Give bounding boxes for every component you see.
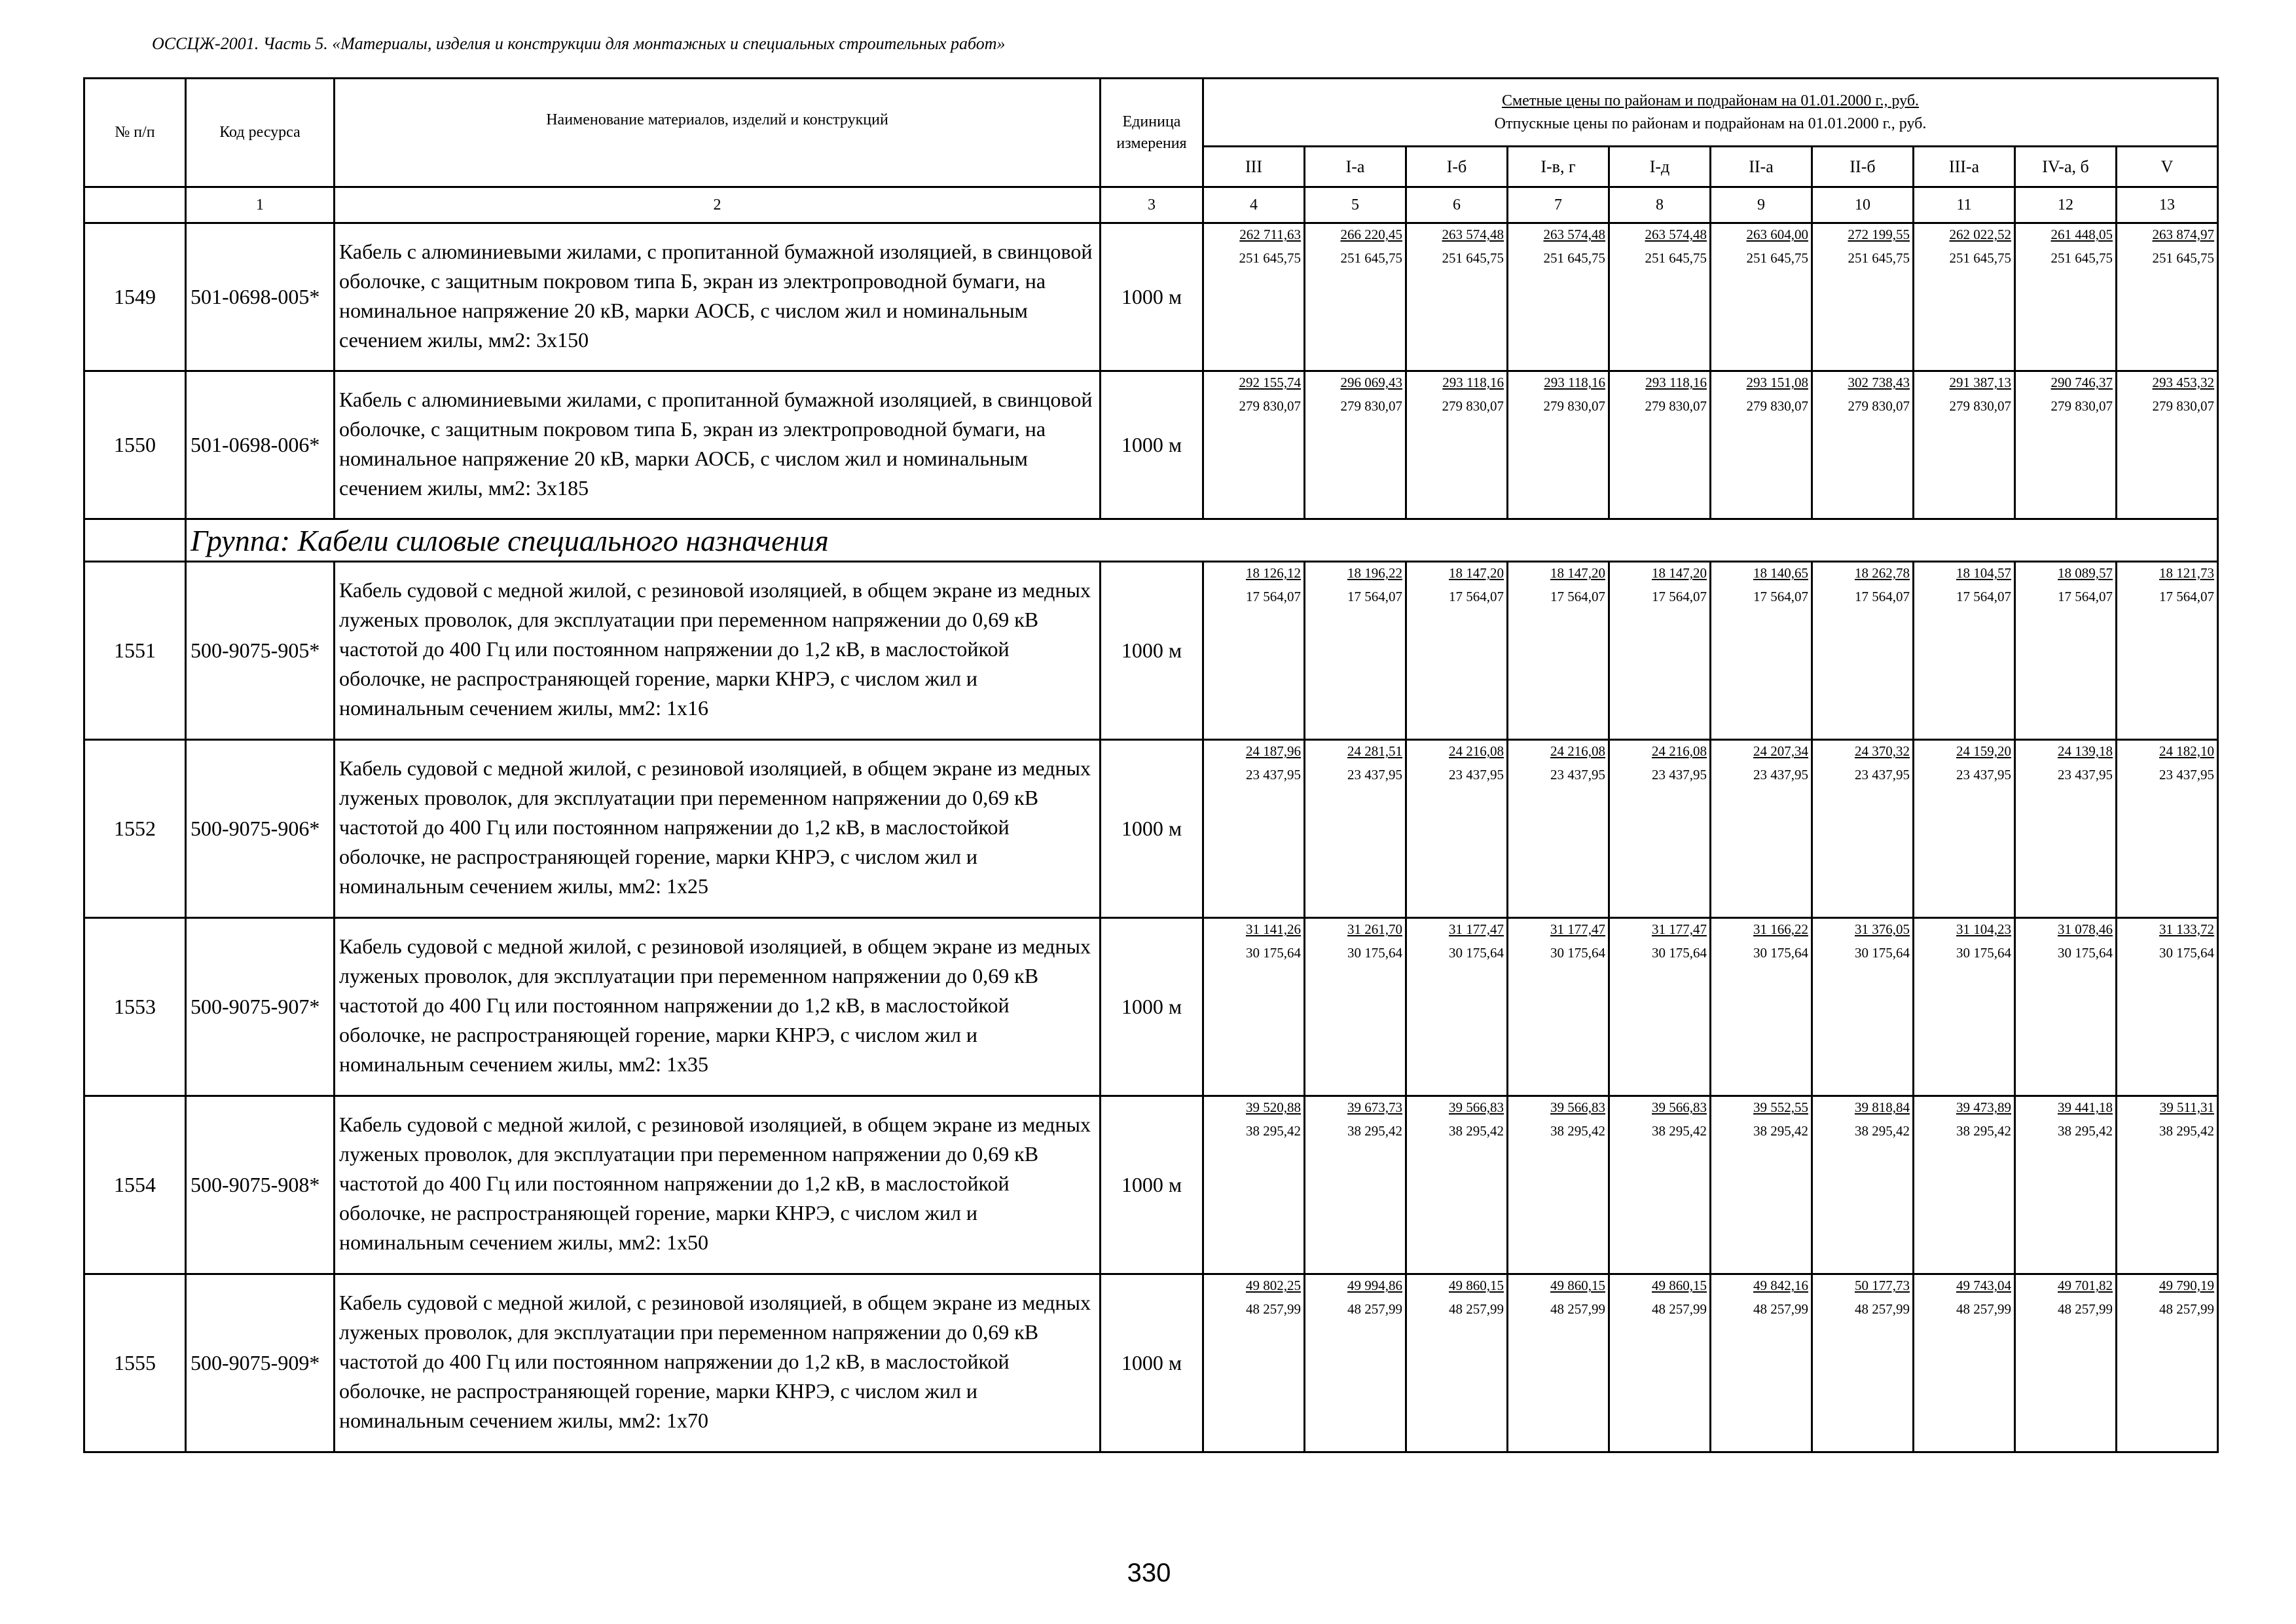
header-prices [1203,79,2218,147]
estimate-price: 49 743,04 [1956,1278,2011,1293]
column-number: 2 [335,187,1101,223]
column-number-blank [84,187,186,223]
region-header: II-б [1812,147,1914,187]
estimate-price: 49 842,16 [1753,1278,1808,1293]
release-price: 251 645,75 [2050,250,2113,266]
release-price: 251 645,75 [1746,250,1808,266]
release-price: 17 564,07 [1550,589,1605,604]
release-price: 251 645,75 [1645,250,1707,266]
row-number: 1552 [84,740,186,918]
document-header-title: ОССЦЖ-2001. Часть 5. «Материалы, изделия и конструкции для монтажных и специальных строительных работ» [152,34,1006,53]
price-cell [1508,223,1609,371]
region-header: III [1203,147,1305,187]
region-header: I-в, г [1508,147,1609,187]
estimate-price: 24 187,96 [1246,743,1301,759]
estimate-price: 293 453,32 [2152,375,2215,390]
release-price: 17 564,07 [1753,589,1808,604]
price-cell [2015,223,2117,371]
release-price: 48 257,99 [1753,1301,1808,1317]
row-number: 1550 [84,371,186,519]
resource-code: 500-9075-908* [186,1096,335,1274]
release-price: 23 437,95 [1347,767,1402,783]
estimate-price: 31 133,72 [2159,921,2215,937]
estimate-price: 266 220,45 [1340,227,1402,242]
release-price: 38 295,42 [2159,1123,2215,1139]
release-price: 279 830,07 [1239,398,1301,414]
price-cell [1711,223,1812,371]
resource-code: 500-9075-906* [186,740,335,918]
header-release-prices: Отпускные цены по районам и подрайонам на 01.01.2000 г., руб. [1494,115,1927,132]
price-cell [1406,1274,1508,1452]
group-row [84,519,2218,562]
column-number: 1 [186,187,335,223]
price-cell [2117,223,2218,371]
release-price: 279 830,07 [1442,398,1504,414]
release-price: 17 564,07 [1246,589,1301,604]
price-cell [1711,918,1812,1096]
column-number: 13 [2117,187,2218,223]
estimate-price: 24 139,18 [2058,743,2113,759]
price-cell [2117,740,2218,918]
price-cell [1305,740,1406,918]
estimate-price: 24 281,51 [1347,743,1402,759]
estimate-price: 18 196,22 [1347,565,1402,581]
estimate-price: 18 147,20 [1449,565,1504,581]
estimate-price: 292 155,74 [1239,375,1301,390]
release-price: 279 830,07 [2152,398,2215,414]
release-price: 48 257,99 [2058,1301,2113,1317]
release-price: 251 645,75 [1442,250,1504,266]
release-price: 38 295,42 [1347,1123,1402,1139]
column-number: 9 [1711,187,1812,223]
region-header: I-а [1305,147,1406,187]
price-cell [1406,223,1508,371]
estimate-price: 262 022,52 [1949,227,2011,242]
estimate-price: 31 166,22 [1753,921,1808,937]
estimate-price: 39 552,55 [1753,1099,1808,1115]
release-price: 30 175,64 [1449,945,1504,961]
price-cell [1305,223,1406,371]
estimate-price: 263 574,48 [1442,227,1504,242]
price-cell [1406,1096,1508,1274]
estimate-price: 263 604,00 [1746,227,1808,242]
estimate-price: 24 216,08 [1550,743,1605,759]
estimate-price: 18 140,65 [1753,565,1808,581]
item-description: Кабель судовой с медной жилой, с резиновой изоляцией, в общем экране из медных луженых проволок, для эксплуатации при переменном напряжении до 0,69 кВ частотой до 400 Гц или постоянном напряжении до 1,2 кВ, в маслостойкой оболочке, не распространяющей горение, марки КНРЭ, с числом жил и номинальным сечением жилы, мм2: 1х70 [335,1274,1101,1452]
price-cell [1812,223,1914,371]
region-header: V [2117,147,2218,187]
release-price: 30 175,64 [1246,945,1301,961]
estimate-price: 18 126,12 [1246,565,1301,581]
price-cell [1812,1274,1914,1452]
release-price: 279 830,07 [1645,398,1707,414]
price-cell [1406,371,1508,519]
estimate-price: 290 746,37 [2050,375,2113,390]
release-price: 17 564,07 [2058,589,2113,604]
unit-of-measure: 1000 м [1101,740,1203,918]
estimate-price: 31 261,70 [1347,921,1402,937]
price-cell [1914,371,2015,519]
release-price: 38 295,42 [1855,1123,1910,1139]
price-cell [2015,371,2117,519]
price-cell [2117,1274,2218,1452]
estimate-price: 31 177,47 [1449,921,1504,937]
group-title: Группа: Кабели силовые специального назначения [186,519,2218,562]
estimate-price: 31 078,46 [2058,921,2113,937]
header-code: Код ресурса [186,79,335,187]
column-number: 12 [2015,187,2117,223]
price-cell [1203,740,1305,918]
row-number: 1553 [84,918,186,1096]
table-row [84,223,2218,371]
release-price: 30 175,64 [2159,945,2215,961]
estimate-price: 31 104,23 [1956,921,2011,937]
column-number: 11 [1914,187,2015,223]
region-header: III-а [1914,147,2015,187]
price-cell [1508,371,1609,519]
row-number: 1555 [84,1274,186,1452]
release-price: 30 175,64 [1550,945,1605,961]
region-header: IV-а, б [2015,147,2117,187]
price-cell [2015,1096,2117,1274]
price-cell [1609,740,1711,918]
estimate-price: 293 118,16 [1442,375,1504,390]
estimate-price: 50 177,73 [1855,1278,1910,1293]
estimate-price: 31 177,47 [1652,921,1707,937]
price-cell [2117,371,2218,519]
release-price: 23 437,95 [2159,767,2215,783]
release-price: 279 830,07 [2050,398,2113,414]
unit-of-measure: 1000 м [1101,371,1203,519]
estimate-price: 39 566,83 [1449,1099,1504,1115]
estimate-price: 39 673,73 [1347,1099,1402,1115]
estimate-price: 293 118,16 [1645,375,1707,390]
region-header: II-а [1711,147,1812,187]
price-cell [1711,371,1812,519]
release-price: 279 830,07 [1848,398,1910,414]
estimate-price: 18 147,20 [1550,565,1605,581]
release-price: 23 437,95 [1753,767,1808,783]
release-price: 48 257,99 [1652,1301,1707,1317]
release-price: 38 295,42 [1449,1123,1504,1139]
release-price: 279 830,07 [1543,398,1605,414]
price-cell [1914,1096,2015,1274]
price-cell [1305,1096,1406,1274]
estimate-price: 18 089,57 [2058,565,2113,581]
price-cell [1812,1096,1914,1274]
resource-code: 500-9075-905* [186,562,335,740]
header-unit: Единица измерения [1101,79,1203,187]
release-price: 23 437,95 [1855,767,1910,783]
release-price: 17 564,07 [1652,589,1707,604]
estimate-price: 293 118,16 [1544,375,1605,390]
estimate-price: 49 701,82 [2058,1278,2113,1293]
price-cell [1406,562,1508,740]
release-price: 30 175,64 [1956,945,2011,961]
column-number: 6 [1406,187,1508,223]
estimate-price: 263 874,97 [2152,227,2215,242]
table-row [84,562,2218,740]
resource-code: 500-9075-907* [186,918,335,1096]
price-cell [1203,918,1305,1096]
price-cell [1812,371,1914,519]
price-cell [1406,918,1508,1096]
price-cell [1508,562,1609,740]
unit-of-measure: 1000 м [1101,1274,1203,1452]
estimate-price: 49 790,19 [2159,1278,2215,1293]
release-price: 23 437,95 [1652,767,1707,783]
release-price: 30 175,64 [1855,945,1910,961]
price-cell [1609,918,1711,1096]
item-description: Кабель с алюминиевыми жилами, с пропитанной бумажной изоляцией, в свинцовой оболочке, с защитным покровом типа Б, экран из электропроводной бумаги, на номинальное напряжение 20 кВ, марки АОСБ, с числом жил и номинальным сечением жилы, мм2: 3х150 [335,223,1101,371]
price-cell [1609,1096,1711,1274]
price-cell [1609,371,1711,519]
column-number: 4 [1203,187,1305,223]
estimate-price: 18 262,78 [1855,565,1910,581]
estimate-price: 31 376,05 [1855,921,1910,937]
estimate-price: 31 177,47 [1550,921,1605,937]
release-price: 48 257,99 [1550,1301,1605,1317]
estimate-price: 296 069,43 [1340,375,1402,390]
unit-of-measure: 1000 м [1101,562,1203,740]
price-cell [1812,562,1914,740]
estimate-price: 39 473,89 [1956,1099,2011,1115]
release-price: 38 295,42 [1956,1123,2011,1139]
resource-code: 500-9075-909* [186,1274,335,1452]
price-cell [1305,562,1406,740]
estimate-price: 49 802,25 [1246,1278,1301,1293]
price-cell [1305,1274,1406,1452]
release-price: 48 257,99 [1347,1301,1402,1317]
release-price: 17 564,07 [1449,589,1504,604]
table-row [84,1274,2218,1452]
price-cell [1508,918,1609,1096]
price-cell [1406,740,1508,918]
estimate-price: 49 860,15 [1550,1278,1605,1293]
unit-of-measure: 1000 м [1101,918,1203,1096]
price-cell [1203,1096,1305,1274]
release-price: 17 564,07 [1956,589,2011,604]
release-price: 30 175,64 [1347,945,1402,961]
price-cell [1508,740,1609,918]
price-cell [1914,562,2015,740]
price-cell [1812,740,1914,918]
estimate-price: 24 159,20 [1956,743,2011,759]
price-cell [2015,1274,2117,1452]
price-cell [2117,1096,2218,1274]
column-number: 10 [1812,187,1914,223]
release-price: 30 175,64 [1753,945,1808,961]
release-price: 23 437,95 [2058,767,2113,783]
price-cell [1711,1274,1812,1452]
item-description: Кабель судовой с медной жилой, с резиновой изоляцией, в общем экране из медных луженых проволок, для эксплуатации при переменном напряжении до 0,69 кВ частотой до 400 Гц или постоянном напряжении до 1,2 кВ, в маслостойкой оболочке, не распространяющей горение, марки КНРЭ, с числом жил и номинальным сечением жилы, мм2: 1х16 [335,562,1101,740]
release-price: 38 295,42 [1246,1123,1301,1139]
item-description: Кабель судовой с медной жилой, с резиновой изоляцией, в общем экране из медных луженых проволок, для эксплуатации при переменном напряжении до 0,69 кВ частотой до 400 Гц или постоянном напряжении до 1,2 кВ, в маслостойкой оболочке, не распространяющей горение, марки КНРЭ, с числом жил и номинальным сечением жилы, мм2: 1х25 [335,740,1101,918]
estimate-price: 49 860,15 [1449,1278,1504,1293]
estimate-price: 49 994,86 [1347,1278,1402,1293]
release-price: 279 830,07 [1340,398,1402,414]
estimate-price: 31 141,26 [1246,921,1301,937]
estimate-price: 39 511,31 [2159,1099,2215,1115]
price-cell [1508,1096,1609,1274]
release-price: 48 257,99 [1855,1301,1910,1317]
column-number: 7 [1508,187,1609,223]
table-row [84,1096,2218,1274]
release-price: 279 830,07 [1949,398,2011,414]
price-cell [1914,1274,2015,1452]
price-cell [1203,1274,1305,1452]
price-cell [1203,223,1305,371]
estimate-price: 261 448,05 [2050,227,2113,242]
estimate-price: 18 121,73 [2159,565,2215,581]
price-cell [1609,223,1711,371]
release-price: 38 295,42 [1550,1123,1605,1139]
header-name: Наименование материалов, изделий и конструкций [335,79,1101,187]
estimate-price: 39 441,18 [2058,1099,2113,1115]
region-header: I-д [1609,147,1711,187]
release-price: 251 645,75 [2152,250,2215,266]
price-cell [1508,1274,1609,1452]
release-price: 17 564,07 [2159,589,2215,604]
price-cell [1305,371,1406,519]
release-price: 23 437,95 [1246,767,1301,783]
price-cell [2117,918,2218,1096]
release-price: 30 175,64 [1652,945,1707,961]
price-cell [1711,740,1812,918]
release-price: 17 564,07 [1347,589,1402,604]
price-cell [2015,562,2117,740]
price-cell [1305,918,1406,1096]
page-number: 330 [1127,1559,1171,1587]
item-description: Кабель судовой с медной жилой, с резиновой изоляцией, в общем экране из медных луженых проволок, для эксплуатации при переменном напряжении до 0,69 кВ частотой до 400 Гц или постоянном напряжении до 1,2 кВ, в маслостойкой оболочке, не распространяющей горение, марки КНРЭ, с числом жил и номинальным сечением жилы, мм2: 1х35 [335,918,1101,1096]
release-price: 23 437,95 [1956,767,2011,783]
price-cell [1711,1096,1812,1274]
column-number: 5 [1305,187,1406,223]
estimate-price: 263 574,48 [1645,227,1707,242]
price-cell [1812,918,1914,1096]
row-number: 1549 [84,223,186,371]
estimate-price: 39 520,88 [1246,1099,1301,1115]
table-row [84,918,2218,1096]
price-cell [1914,740,2015,918]
column-number: 8 [1609,187,1711,223]
estimate-price: 263 574,48 [1543,227,1605,242]
estimate-price: 18 104,57 [1956,565,2011,581]
price-cell [1914,223,2015,371]
row-number: 1551 [84,562,186,740]
column-number: 3 [1101,187,1203,223]
release-price: 251 645,75 [1340,250,1402,266]
release-price: 251 645,75 [1949,250,2011,266]
release-price: 48 257,99 [1956,1301,2011,1317]
release-price: 48 257,99 [2159,1301,2215,1317]
row-number: 1554 [84,1096,186,1274]
release-price: 251 645,75 [1848,250,1910,266]
estimate-price: 49 860,15 [1652,1278,1707,1293]
resource-code: 501-0698-006* [186,371,335,519]
estimate-price: 291 387,13 [1949,375,2011,390]
estimate-price: 24 370,32 [1855,743,1910,759]
release-price: 251 645,75 [1239,250,1301,266]
estimate-price: 293 151,08 [1746,375,1808,390]
unit-of-measure: 1000 м [1101,223,1203,371]
estimate-price: 18 147,20 [1652,565,1707,581]
header-num: № п/п [84,79,186,187]
release-price: 251 645,75 [1543,250,1605,266]
price-cell [1609,1274,1711,1452]
release-price: 38 295,42 [1652,1123,1707,1139]
estimate-price: 24 207,34 [1753,743,1808,759]
estimate-price: 24 216,08 [1449,743,1504,759]
table-row [84,371,2218,519]
region-header: I-б [1406,147,1508,187]
release-price: 30 175,64 [2058,945,2113,961]
estimate-price: 24 216,08 [1652,743,1707,759]
estimate-price: 24 182,10 [2159,743,2215,759]
estimate-price: 302 738,43 [1848,375,1910,390]
estimate-price: 39 566,83 [1550,1099,1605,1115]
item-description: Кабель с алюминиевыми жилами, с пропитанной бумажной изоляцией, в свинцовой оболочке, с защитным покровом типа Б, экран из электропроводной бумаги, на номинальное напряжение 20 кВ, марки АОСБ, с числом жил и номинальным сечением жилы, мм2: 3х185 [335,371,1101,519]
price-cell [2015,740,2117,918]
price-cell [1203,562,1305,740]
release-price: 48 257,99 [1449,1301,1504,1317]
price-cell [2117,562,2218,740]
price-cell [2015,918,2117,1096]
price-table [83,77,2219,1453]
release-price: 48 257,99 [1246,1301,1301,1317]
release-price: 23 437,95 [1449,767,1504,783]
item-description: Кабель судовой с медной жилой, с резиновой изоляцией, в общем экране из медных луженых проволок, для эксплуатации при переменном напряжении до 0,69 кВ частотой до 400 Гц или постоянном напряжении до 1,2 кВ, в маслостойкой оболочке, не распространяющей горение, марки КНРЭ, с числом жил и номинальным сечением жилы, мм2: 1х50 [335,1096,1101,1274]
price-cell [1711,562,1812,740]
release-price: 23 437,95 [1550,767,1605,783]
estimate-price: 39 566,83 [1652,1099,1707,1115]
estimate-price: 272 199,55 [1848,227,1910,242]
release-price: 17 564,07 [1855,589,1910,604]
release-price: 279 830,07 [1746,398,1808,414]
price-cell [1203,371,1305,519]
price-cell [1914,918,2015,1096]
table-row [84,740,2218,918]
release-price: 38 295,42 [1753,1123,1808,1139]
resource-code: 501-0698-005* [186,223,335,371]
unit-of-measure: 1000 м [1101,1096,1203,1274]
estimate-price: 39 818,84 [1855,1099,1910,1115]
release-price: 38 295,42 [2058,1123,2113,1139]
header-estimate-prices: Сметные цены по районам и подрайонам на 01.01.2000 г., руб. [1501,92,1920,109]
estimate-price: 262 711,63 [1239,227,1301,242]
price-cell [1609,562,1711,740]
